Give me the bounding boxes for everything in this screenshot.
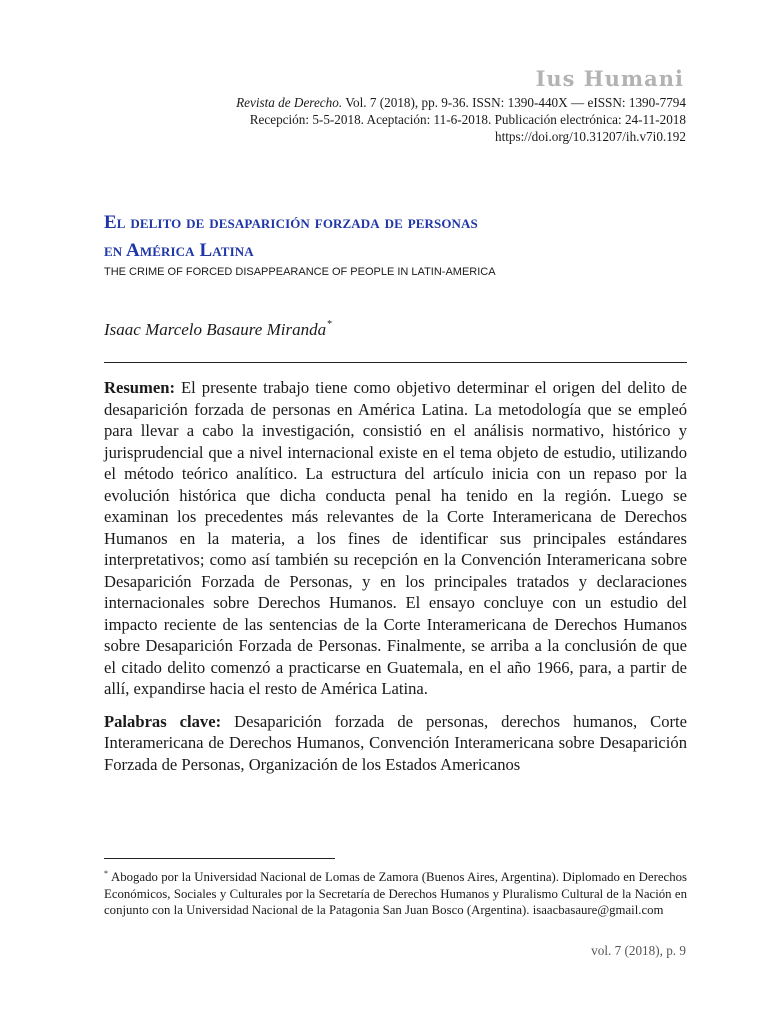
abstract-paragraph — [104, 377, 687, 700]
doi-link[interactable]: https://doi.org/10.31207/ih.v7i0.192 — [495, 129, 686, 144]
keywords-paragraph — [104, 711, 687, 776]
footnote — [104, 866, 687, 919]
article-title — [104, 209, 694, 265]
journal-header — [126, 94, 686, 145]
author-name — [104, 319, 332, 340]
title-line-2: en América Latina — [104, 240, 254, 261]
author-footnote-mark[interactable]: * — [327, 319, 333, 330]
author-text: Isaac Marcelo Basaure Miranda — [104, 320, 327, 339]
page-number: vol. 7 (2018), p. 9 — [591, 943, 686, 958]
footnote-mark: * — [104, 869, 108, 878]
title-block — [104, 209, 694, 278]
title-line-1: El delito de desaparición forzada de personas — [104, 212, 478, 233]
journal-logo: Ius Humani — [535, 66, 684, 91]
footnote-divider — [104, 858, 335, 859]
divider — [104, 362, 687, 363]
keywords-text: Desaparición forzada de personas, derechos humanos, Corte Interamericana de Derechos Humanos, Convención Interamericana sobre Desaparición Forzada de Personas, Organización de los Estados Americanos — [104, 711, 687, 774]
volume-info: Vol. 7 (2018), pp. 9-36. ISSN: 1390-440X — eISSN: 1390-7794 — [342, 95, 686, 110]
abstract-section — [104, 377, 687, 775]
publication-dates: Recepción: 5-5-2018. Aceptación: 11-6-2018. Publicación electrónica: 24-11-2018 — [249, 112, 686, 127]
keywords-label: Palabras clave: — [104, 711, 222, 731]
abstract-label: Resumen: — [104, 378, 175, 397]
footnote-text: Abogado por la Universidad Nacional de Lomas de Zamora (Buenos Aires, Argentina). Diplomado en Derechos Económicos, Sociales y Culturales por la Secretaría de Derechos Humanos y Pluralismo Cultural de la Nación en conjunto con la Universidad Nacional de la Patagonia San Juan Bosco (Argentina). isaacbasaure@gmail.com — [104, 870, 687, 918]
citation-line — [126, 94, 686, 111]
journal-name: Revista de Derecho. — [236, 95, 343, 110]
abstract-text: El presente trabajo tiene como objetivo determinar el origen del delito de desaparición forzada de personas en América Latina. La metodología que se empleó para llevar a cabo la investigación, consistió en el análisis normativo, histórico y jurisprudencial que a nivel internacional existe en el tema objeto de estudio, utilizando el método teórico analítico. La estructura del artículo inicia con un repaso por la evolución histórica que dicha conducta penal ha tenido en la región. Luego se examinan los precedentes más relevantes de la Corte Interamericana de Derechos Humanos en la materia, a los fines de identificar sus principales estándares interpretativos; como así también su recepción en la Convención Interamericana sobre Desaparición Forzada de Personas, y en los principales tratados y declaraciones internacionales sobre Derechos Humanos. El ensayo concluye con un estudio del impacto reciente de las sentencias de la Corte Interamericana de Derechos Humanos sobre Desaparición Forzada de Personas. Finalmente, se arriba a la conclusión de que el citado delito comenzó a practicarse en Guatemala, en el año 1966, para, a partir de allí, expandirse hacia el resto de América Latina. — [104, 378, 687, 698]
article-title-english: THE CRIME OF FORCED DISAPPEARANCE OF PEOPLE IN LATIN-AMERICA — [104, 266, 496, 278]
